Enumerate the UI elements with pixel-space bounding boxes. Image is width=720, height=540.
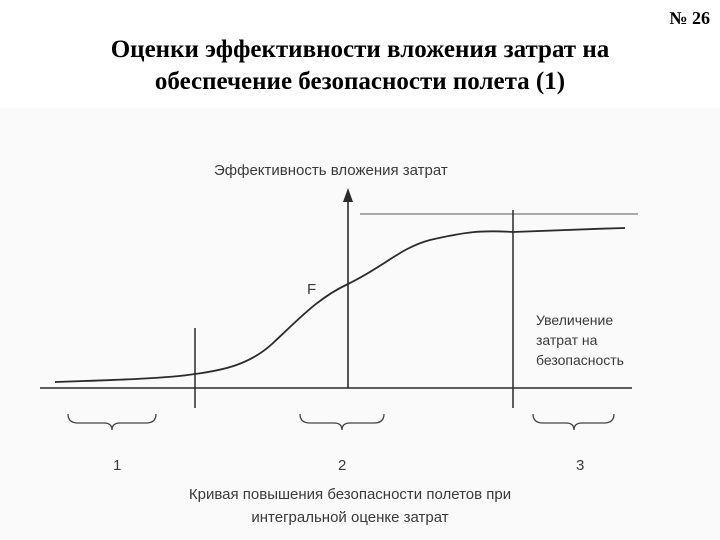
point-f-label: F — [307, 281, 317, 298]
zone-2-brace — [300, 414, 384, 430]
diagram-svg — [0, 108, 720, 540]
x-axis-label-line-3: безопасность — [536, 352, 624, 368]
y-axis-label: Эффективность вложения затрат — [214, 162, 448, 179]
y-axis-arrow — [343, 188, 353, 202]
x-axis-label-line-1: Увеличение — [536, 312, 614, 328]
slide-number: № 26 — [669, 8, 710, 28]
x-axis-label-line-2: затрат на — [536, 332, 598, 348]
caption-line-2: интегральной оценке затрат — [251, 509, 449, 526]
caption-line-1: Кривая повышения безопасности полетов при — [188, 486, 512, 503]
zone-3-label: 3 — [576, 457, 585, 474]
zone-1-label: 1 — [113, 457, 122, 474]
slide-title-line-1: Оценки эффективности вложения затрат на — [110, 36, 610, 63]
zone-1-brace — [68, 414, 156, 430]
diagram-figure — [0, 108, 720, 540]
zone-3-brace — [533, 414, 614, 430]
slide-title-line-2: обеспечение безопасности полета (1) — [154, 68, 566, 95]
zone-2-label: 2 — [338, 457, 347, 474]
slide-title — [0, 34, 720, 98]
